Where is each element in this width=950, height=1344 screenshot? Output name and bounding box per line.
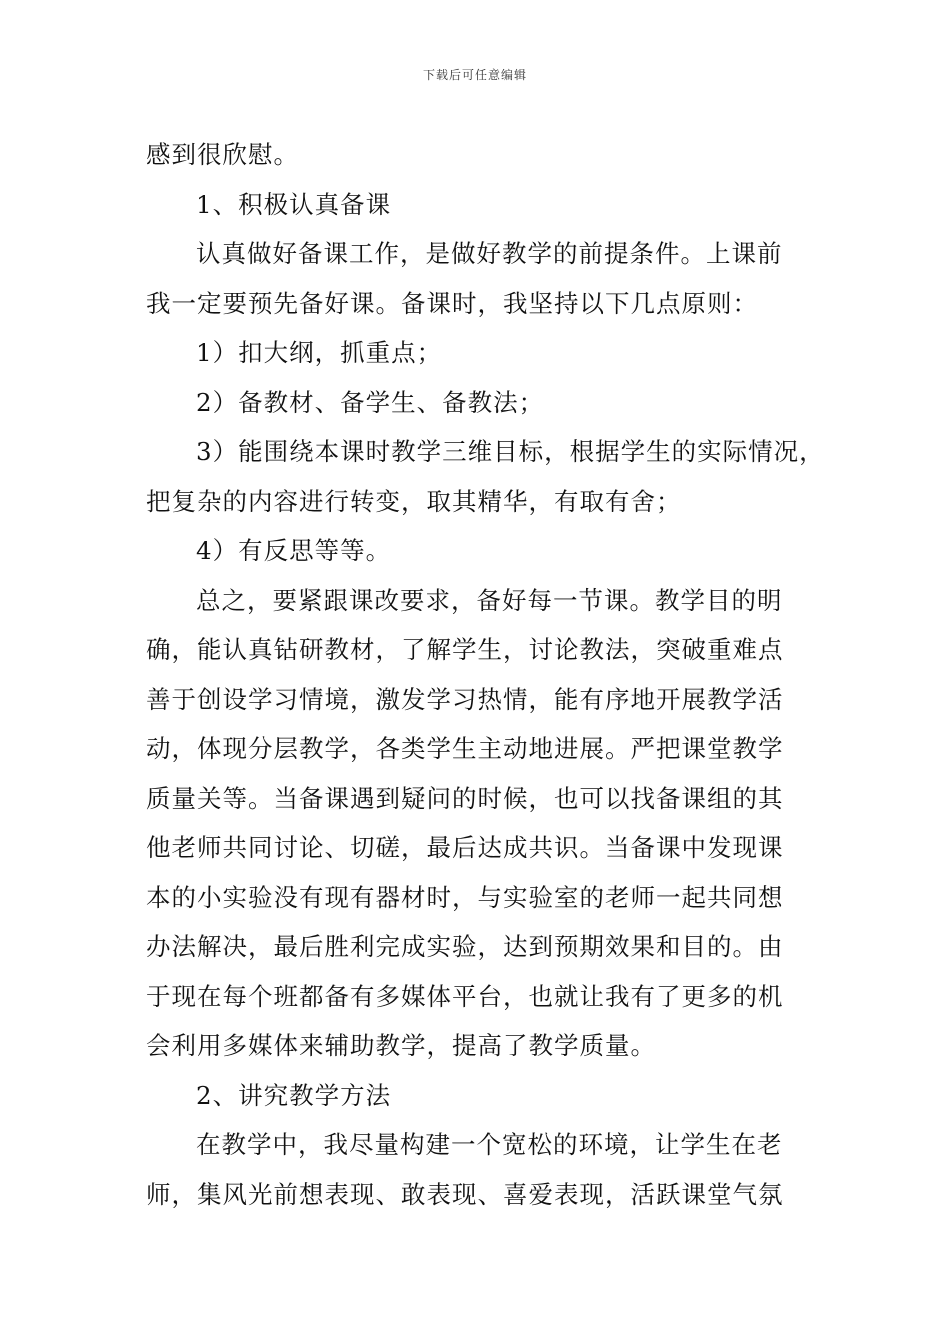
text-line: 感到很欣慰。 xyxy=(146,140,299,169)
list-item: 2）备教材、备学生、备教法； xyxy=(196,387,545,417)
text-line: 他老师共同讨论、切磋，最后达成共识。当备课中发现课 xyxy=(146,833,784,862)
section-heading: 2、讲究教学方法 xyxy=(196,1080,392,1110)
text-line: 认真做好备课工作，是做好教学的前提条件。上课前 xyxy=(196,239,783,268)
document-body xyxy=(146,130,826,1219)
text-line: 会利用多媒体来辅助教学，提高了教学质量。 xyxy=(146,1031,656,1060)
text-line: 总之，要紧跟课改要求，备好每一节课。教学目的明 xyxy=(196,585,783,615)
text-line: 动，体现分层教学，各类学生主动地进展。严把课堂教学 xyxy=(146,734,784,763)
text-line: 质量关等。当备课遇到疑问的时候，也可以找备课组的其 xyxy=(146,783,784,813)
list-item: 4）有反思等等。 xyxy=(196,536,392,565)
text-line: 本的小实验没有现有器材时，与实验室的老师一起共同想 xyxy=(146,882,784,912)
page-header-note: 下载后可任意编辑 xyxy=(422,68,527,82)
text-line: 确，能认真钻研教材，了解学生，讨论教法，突破重难点 xyxy=(146,635,784,664)
text-line: 把复杂的内容进行转变，取其精华，有取有舍； xyxy=(146,486,682,516)
text-line: 善于创设学习情境，激发学习热情，能有序地开展教学活 xyxy=(146,684,784,714)
text-line: 在教学中，我尽量构建一个宽松的环境，让学生在老 xyxy=(196,1130,783,1159)
list-item: 1）扣大纲，抓重点； xyxy=(196,338,443,367)
text-line: 于现在每个班都备有多媒体平台，也就让我有了更多的机 xyxy=(146,981,784,1011)
section-heading: 1、积极认真备课 xyxy=(196,189,392,219)
text-line: 我一定要预先备好课。备课时，我坚持以下几点原则： xyxy=(146,288,758,318)
text-line: 办法解决，最后胜利完成实验，达到预期效果和目的。由 xyxy=(146,932,784,961)
text-line: 师，集风光前想表现、敢表现、喜爱表现，活跃课堂气氛 xyxy=(146,1179,784,1209)
list-item: 3）能围绕本课时教学三维目标，根据学生的实际情况， xyxy=(196,437,825,466)
